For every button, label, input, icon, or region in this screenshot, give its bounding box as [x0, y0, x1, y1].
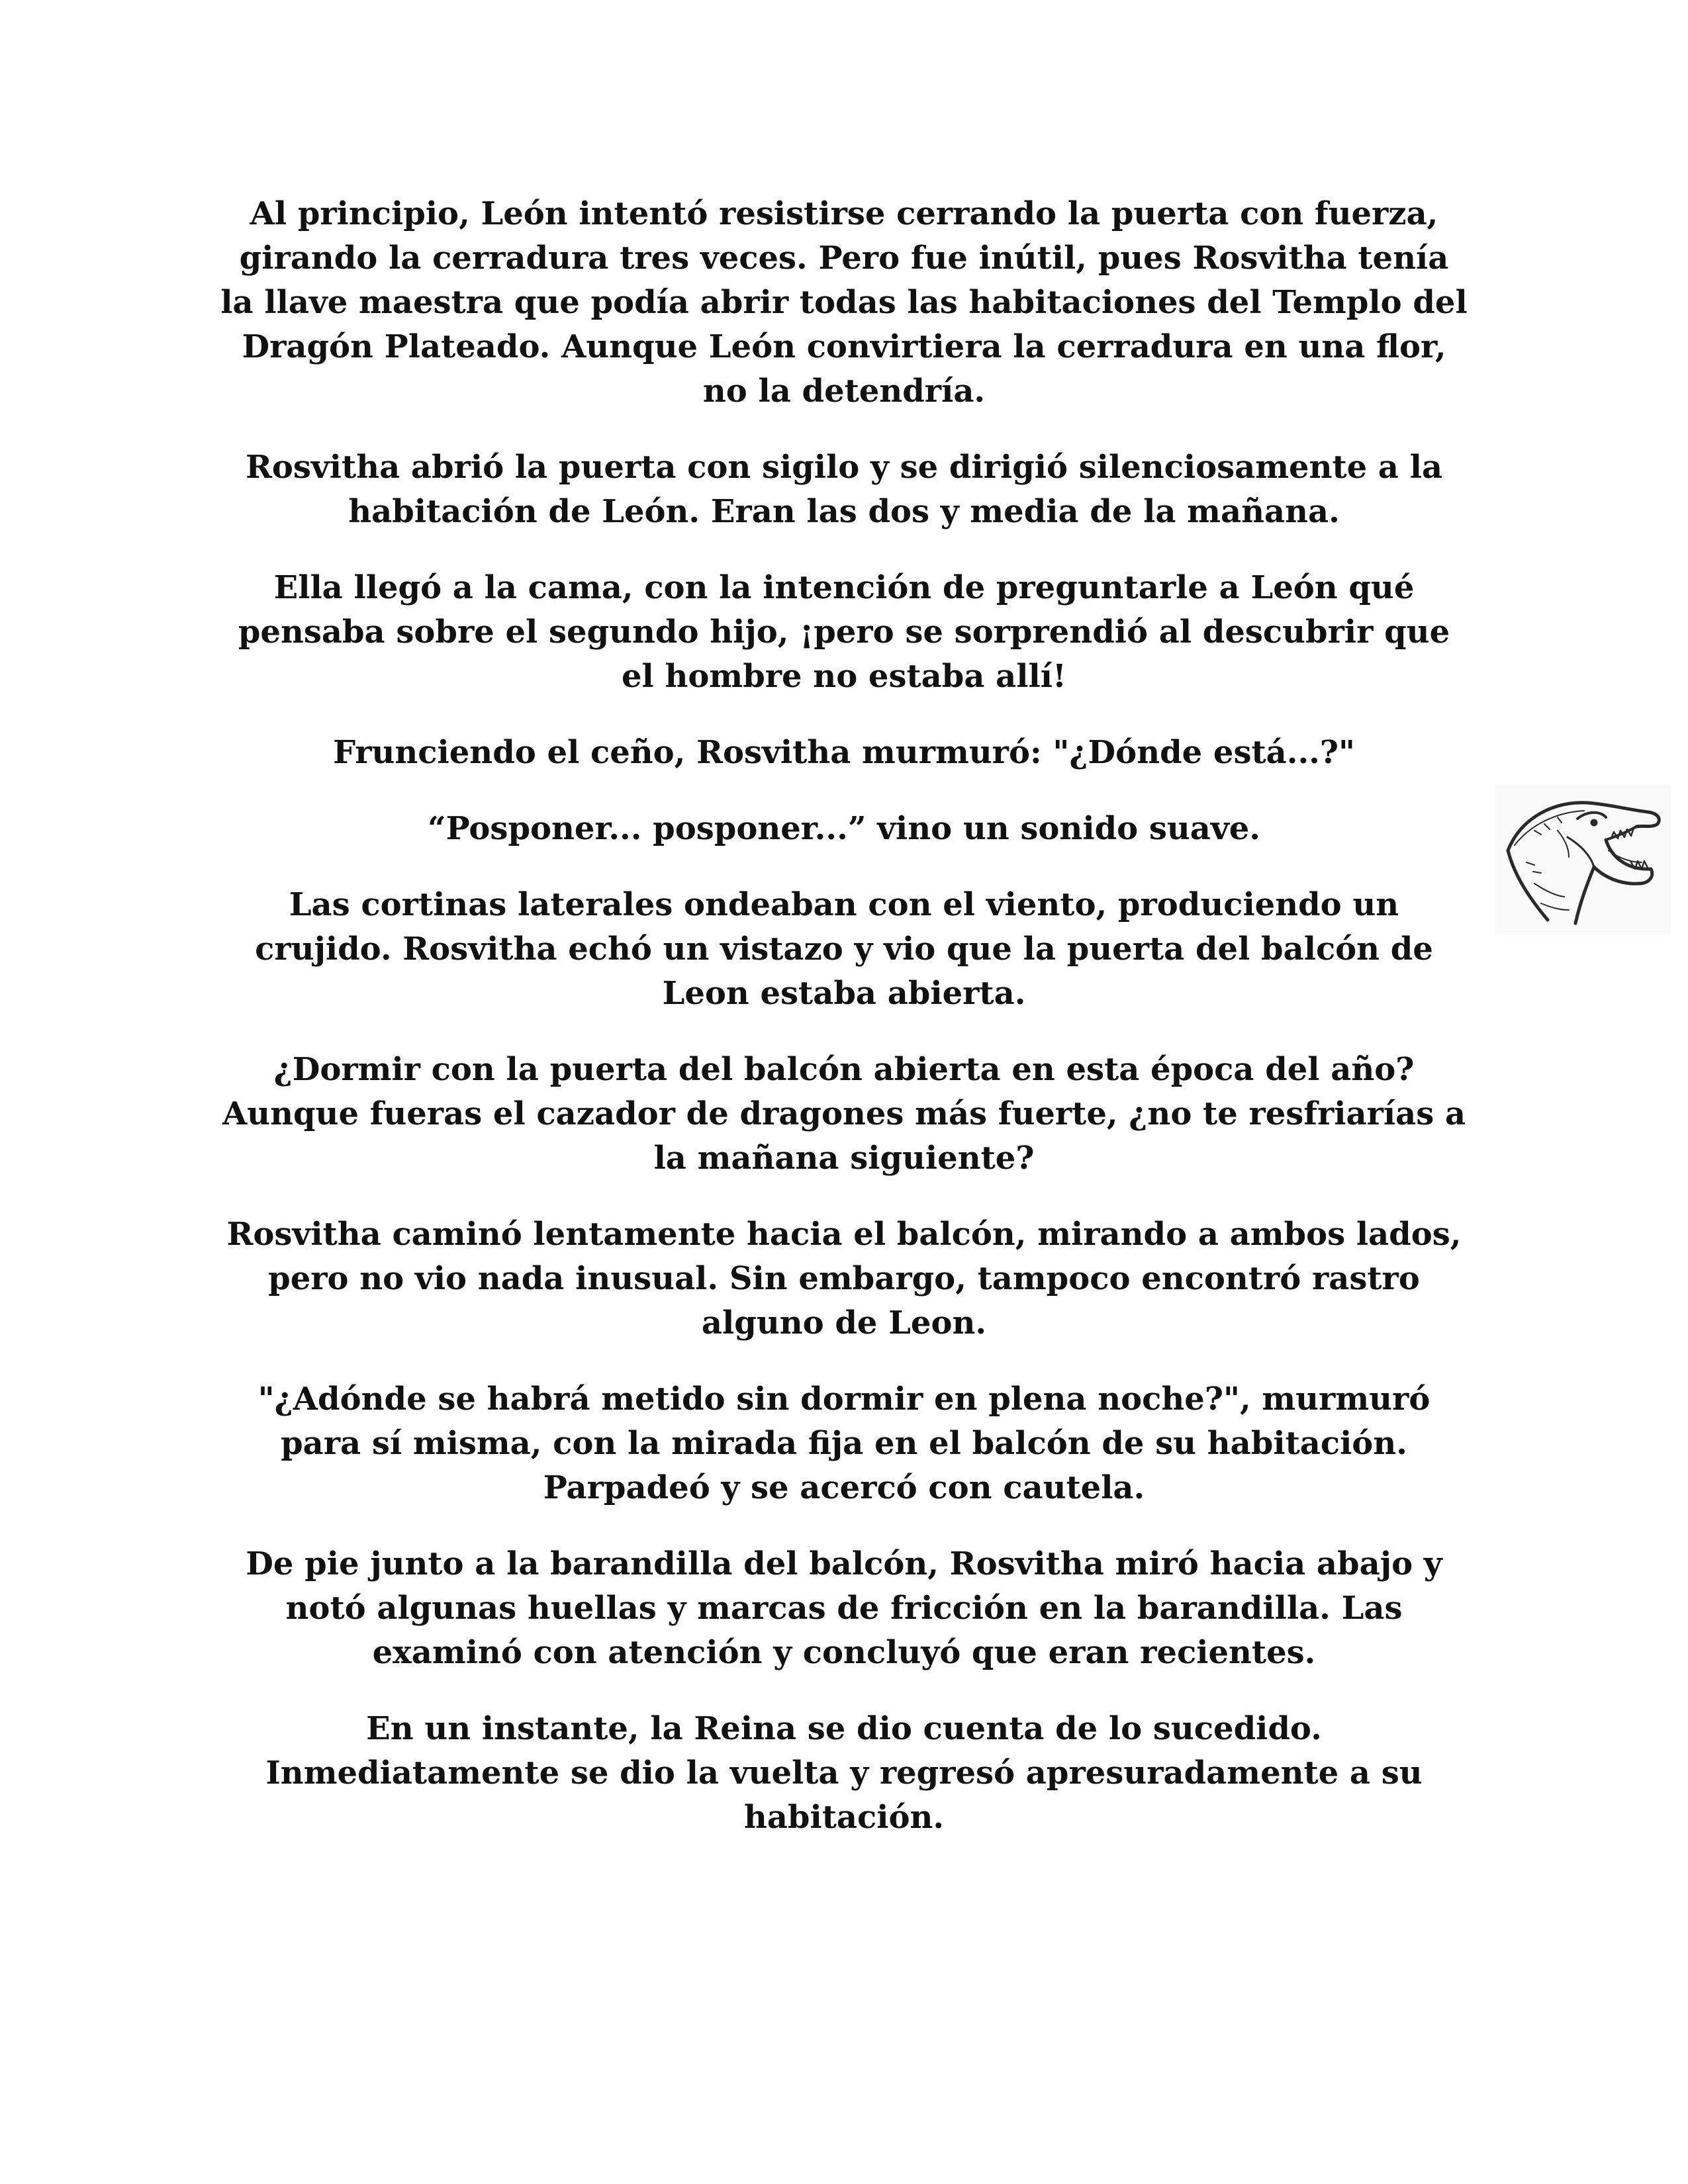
paragraph-5: “Posponer... posponer...” vino un sonido suave.	[427, 810, 1261, 847]
paragraph-6: Las cortinas laterales ondeaban con el viento, produciendo un crujido. Rosvitha echó un vistazo y vio que la puerta del balcón de Leon estaba abierta.	[255, 886, 1433, 1012]
paragraph-1: Al principio, León intentó resistirse cerrando la puerta con fuerza, girando la cerradura tres veces. Pero fue inútil, pues Rosvitha tenía la llave maestra que podía abrir todas las habitaciones del Templo del Dragón Plateado. Aunque León convirtiera la cerradura en una flor, no la detendría.	[220, 195, 1468, 410]
paragraph-4: Frunciendo el ceño, Rosvitha murmuró: "¿Dónde está...?"	[332, 734, 1355, 771]
paragraph-11: En un instante, la Reina se dio cuenta de lo sucedido. Inmediatamente se dio la vuelta y regresó apresuradamente a su habitación.	[265, 1710, 1423, 1836]
paragraph-7: ¿Dormir con la puerta del balcón abierta en esta época del año? Aunque fueras el cazador de dragones más fuerte, ¿no te resfriarías a la mañana siguiente?	[222, 1051, 1466, 1177]
paragraph-2: Rosvitha abrió la puerta con sigilo y se dirigió silenciosamente a la habitación de León. Eran las dos y media de la mañana.	[245, 449, 1443, 530]
story-text	[218, 192, 1470, 1872]
paragraph-3: Ella llegó a la cama, con la intención de preguntarle a León qué pensaba sobre el segundo hijo, ¡pero se sorprendió al descubrir que el hombre no estaba allí!	[238, 569, 1450, 695]
paragraph-9: "¿Adónde se habrá metido sin dormir en plena noche?", murmuró para sí misma, con la mirada fija en el balcón de su habitación. Parpadeó y se acercó con cautela.	[258, 1381, 1430, 1506]
paragraph-10: De pie junto a la barandilla del balcón, Rosvitha miró hacia abajo y notó algunas huellas y marcas de fricción en la barandilla. Las examinó con atención y concluyó que eran recientes.	[246, 1545, 1442, 1671]
dinosaur-head-sketch-icon	[1495, 784, 1671, 935]
paragraph-8: Rosvitha caminó lentamente hacia el balcón, mirando a ambos lados, pero no vio nada inusual. Sin embargo, tampoco encontró rastro alguno de Leon.	[226, 1216, 1462, 1342]
